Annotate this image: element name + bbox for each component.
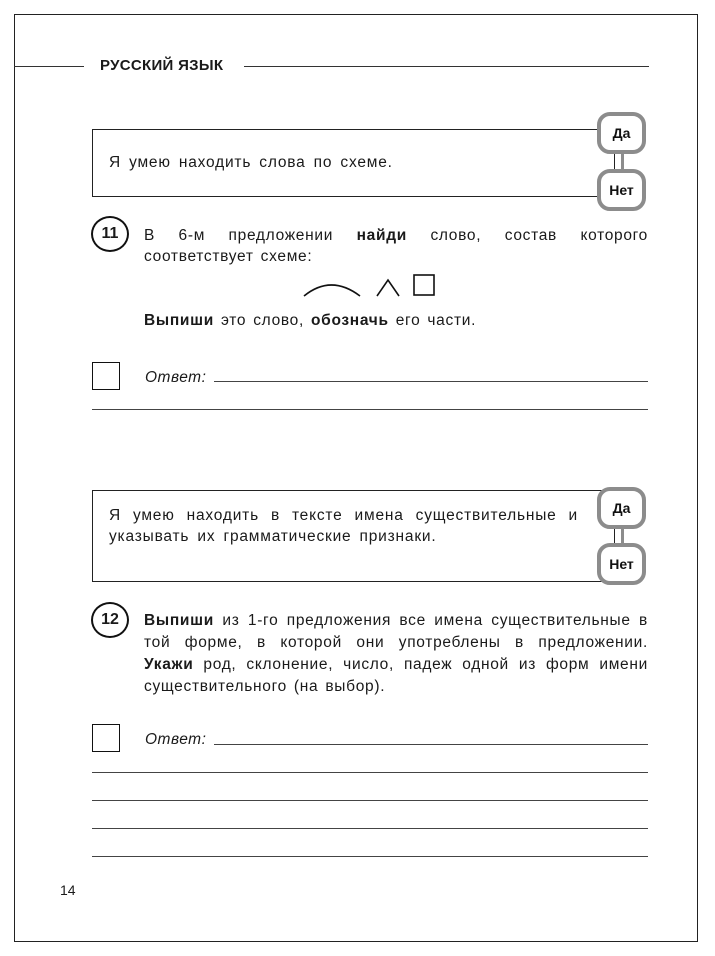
task-11-answer-label: Ответ: <box>145 369 207 386</box>
suffix-caret-icon <box>377 280 399 296</box>
page-header <box>14 55 649 79</box>
task-12-text-c: Укажи <box>144 656 194 673</box>
task-11-answer-line-2[interactable] <box>92 409 648 410</box>
task-11-sub-c: обозначь <box>311 312 389 329</box>
task-12-answer-line-3[interactable] <box>92 800 648 801</box>
root-arc-icon <box>304 285 360 296</box>
task-11-instruction <box>144 225 648 267</box>
task-11-subinstruction <box>144 310 648 331</box>
header-rule-left <box>14 66 84 67</box>
skill-box-1 <box>92 129 615 197</box>
task-11-sub-d: его части. <box>388 312 477 329</box>
task-11-sub-a: Выпиши <box>144 312 214 329</box>
task-12-number: 12 <box>91 602 129 638</box>
task-12-score-box[interactable] <box>92 724 120 752</box>
task-11-answer-line-1[interactable] <box>214 381 648 382</box>
task-11-text-c: слово, состав которого соответствует схеме: <box>144 227 648 265</box>
task-12-answer-line-5[interactable] <box>92 856 648 857</box>
task-12-instruction <box>144 610 648 698</box>
header-rule-right <box>244 66 649 67</box>
task-11-text-a: В 6-м предложении <box>144 227 357 244</box>
task-12-text-a: Выпиши <box>144 612 214 629</box>
skill-1-yes-button[interactable]: Да <box>597 112 646 154</box>
ending-square-icon <box>414 275 434 295</box>
task-12-answer-label: Ответ: <box>145 731 207 748</box>
task-11-score-box[interactable] <box>92 362 120 390</box>
task-12-answer-line-2[interactable] <box>92 772 648 773</box>
task-12-answer-line-1[interactable] <box>214 744 648 745</box>
skill-box-2 <box>92 490 615 582</box>
skill-2-yes-button[interactable]: Да <box>597 487 646 529</box>
task-12-text-d: род, склонение, число, падеж одной из форм имени существительного (на выбор). <box>144 656 648 695</box>
task-12-answer-line-4[interactable] <box>92 828 648 829</box>
page-number: 14 <box>60 882 76 898</box>
task-11-text-b: найди <box>356 227 407 244</box>
task-11-number: 11 <box>91 216 129 252</box>
skill-2-no-button[interactable]: Нет <box>597 543 646 585</box>
subject-title: РУССКИЙ ЯЗЫК <box>94 57 229 74</box>
skill-1-no-button[interactable]: Нет <box>597 169 646 211</box>
morpheme-scheme <box>296 270 446 300</box>
task-11-sub-b: это слово, <box>213 312 311 329</box>
skill-2-text: Я умею находить в тексте имена существительные и указывать их грамматические признаки. <box>109 507 578 545</box>
task-12-text-b: из 1-го предложения все имена существительные в той форме, в которой они употреблены в предложении. <box>144 612 648 651</box>
skill-1-text: Я умею находить слова по схеме. <box>109 154 393 171</box>
